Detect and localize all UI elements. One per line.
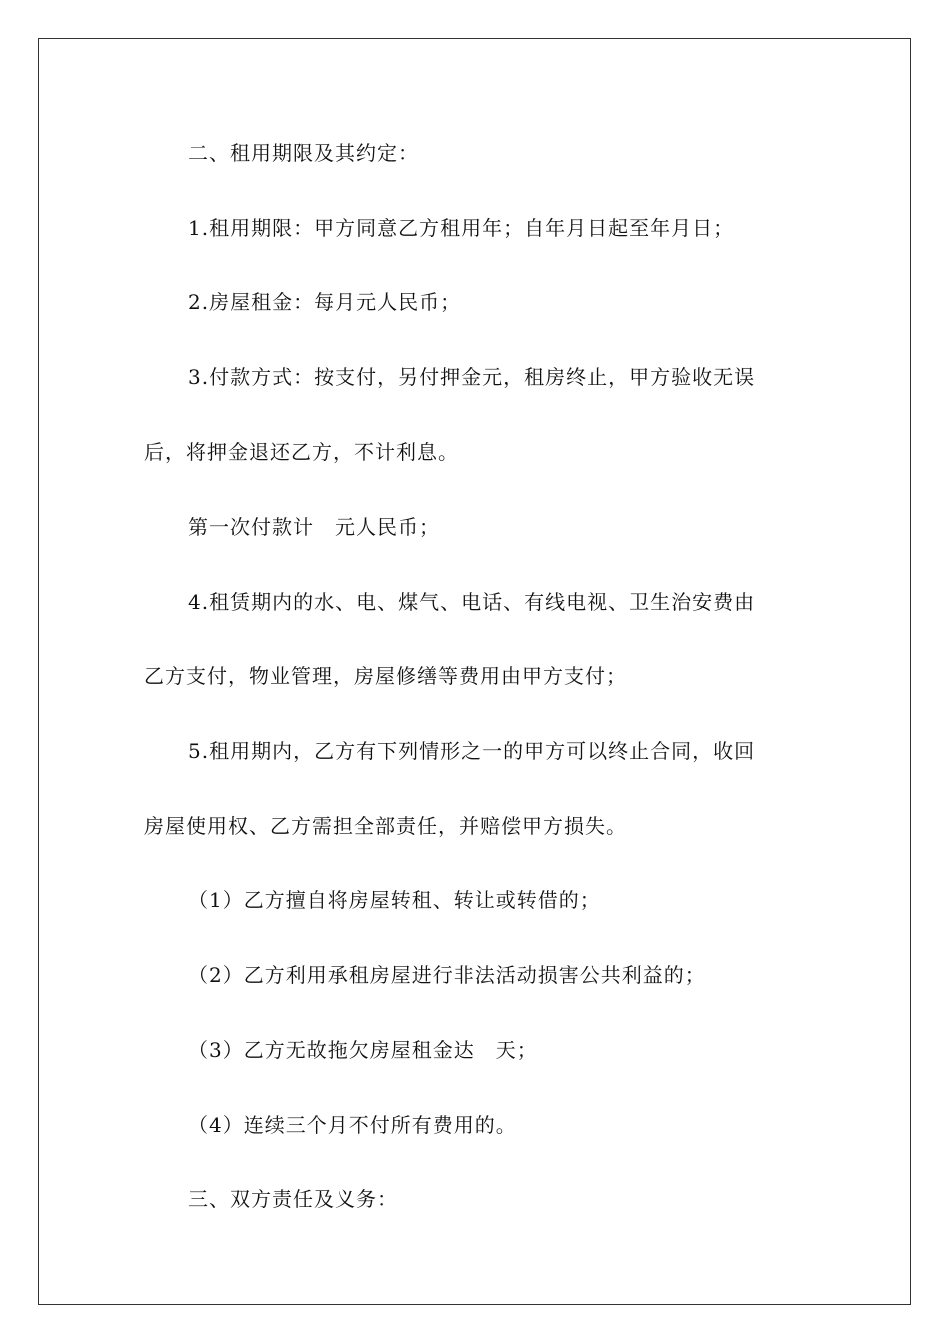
sub-item-2: （2）乙方利用承租房屋进行非法活动损害公共利益的； <box>188 963 706 987</box>
clause-4-utilities: 4.租赁期内的水、电、煤气、电话、有线电视、卫生治安费由 <box>188 590 756 614</box>
sub-item-3: （3）乙方无故拖欠房屋租金达 天； <box>188 1038 538 1062</box>
clause-1-rental-term: 1.租用期限：甲方同意乙方租用年；自年月日起至年月日； <box>188 216 735 240</box>
clause-2-rent: 2.房屋租金：每月元人民币； <box>188 290 462 314</box>
section-heading-2: 二、租用期限及其约定： <box>188 141 419 165</box>
clause-3-payment: 3.付款方式：按支付，另付押金元，租房终止，甲方验收无误 <box>188 365 756 389</box>
sub-item-4: （4）连续三个月不付所有费用的。 <box>188 1113 517 1137</box>
clause-5-termination-cont: 房屋使用权、乙方需担全部责任，并赔偿甲方损失。 <box>144 814 627 838</box>
sub-item-1: （1）乙方擅自将房屋转租、转让或转借的； <box>188 888 601 912</box>
section-heading-3: 三、双方责任及义务： <box>188 1187 398 1211</box>
first-payment-line: 第一次付款计 元人民币； <box>188 515 440 539</box>
clause-3-payment-cont: 后，将押金退还乙方，不计利息。 <box>144 440 459 464</box>
clause-4-utilities-cont: 乙方支付，物业管理，房屋修缮等费用由甲方支付； <box>144 664 627 688</box>
clause-5-termination: 5.租用期内，乙方有下列情形之一的甲方可以终止合同，收回 <box>188 739 756 763</box>
